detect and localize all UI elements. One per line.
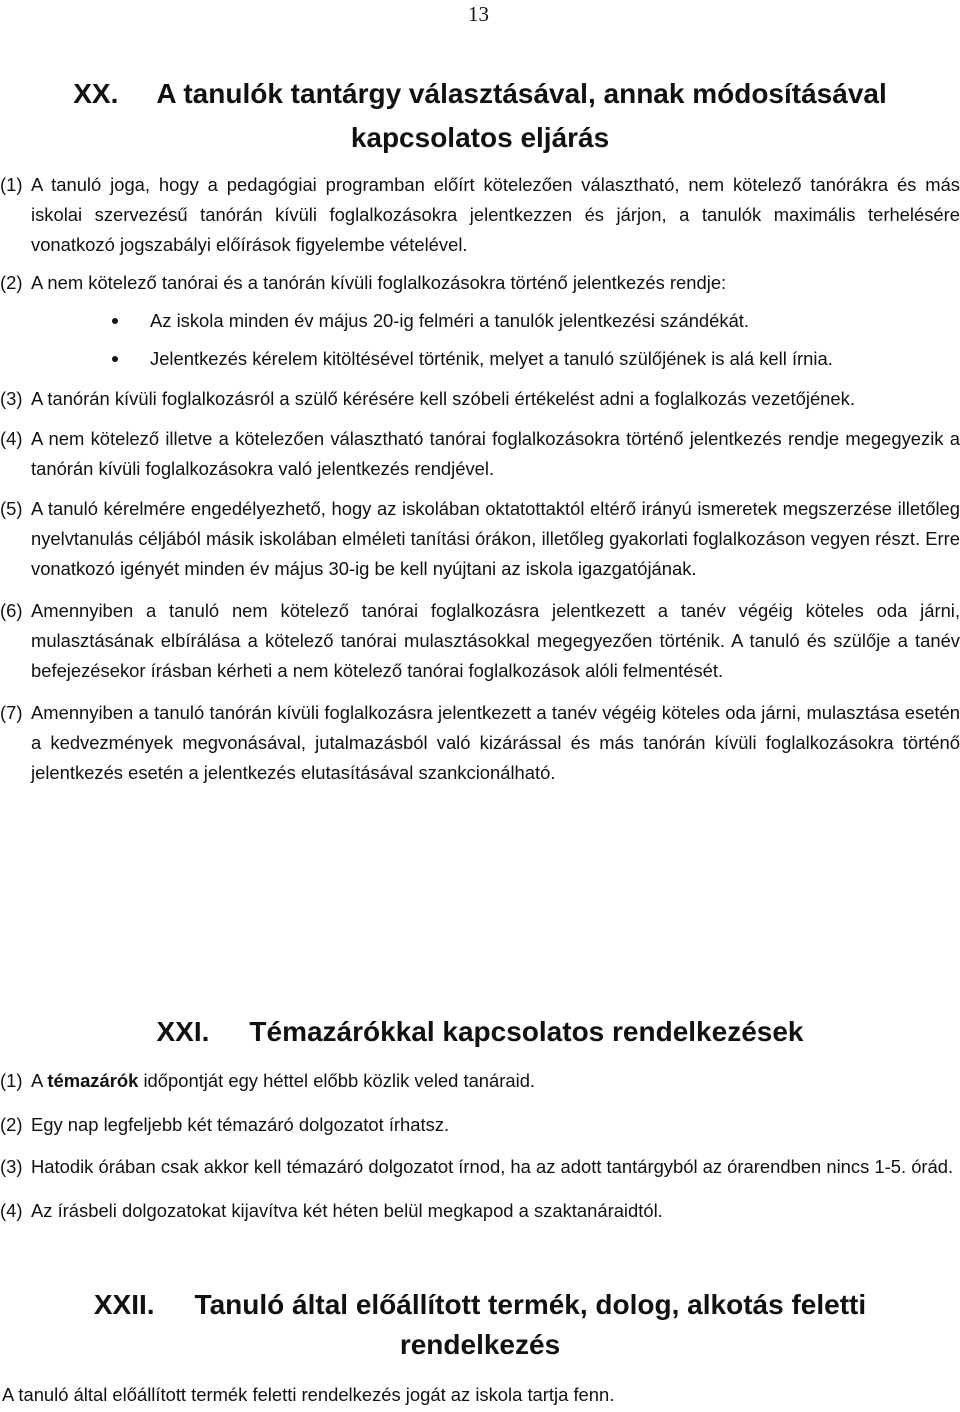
paragraph <box>0 170 960 260</box>
paragraph <box>0 596 960 686</box>
paragraph-text-bold: témazárók <box>47 1070 139 1091</box>
paragraph-text: Amennyiben a tanuló tanórán kívüli foglalkozásra jelentkezett a tanév végéig köteles oda járni, mulasztása esetén a kedvezmények megvonásával, jutalmazásból való kizárással és más tanórán kívüli foglalkozásokra történő jelentkezés esetén a jelentkezés elutasításával szankcionálható. <box>31 702 960 783</box>
paragraph-text: A tanuló kérelmére engedélyezhető, hogy az iskolában oktatottaktól eltérő irányú ismeretek megszerzése illetőleg nyelvtanulás céljából másik iskolában elméleti tanítási órákon, illetőleg gyakorlati foglalkozáson vegyen részt. Erre vonatkozó igényét minden év május 30-ig be kell nyújtani az iskola igazgatójának. <box>31 498 960 579</box>
section-20-title-line2: kapcsolatos eljárás <box>350 122 610 153</box>
paragraph-number: (2) <box>0 272 23 293</box>
bullet-item <box>0 344 960 374</box>
paragraph-number: (2) <box>0 1114 23 1135</box>
paragraph-number: (7) <box>0 702 23 723</box>
section-21-title-text: Témazárókkal kapcsolatos rendelkezések <box>249 1016 804 1047</box>
paragraph-number: (3) <box>0 388 23 409</box>
paragraph-number: (1) <box>0 174 23 195</box>
paragraph-number: (4) <box>0 1200 23 1221</box>
paragraph-number: (1) <box>0 1070 23 1091</box>
section-21-title <box>0 1012 960 1051</box>
section-20-title-line1: A tanulók tantárgy választásával, annak módosításával <box>156 78 887 109</box>
section-22-number: XXII. <box>93 1289 155 1320</box>
section-22-title-line2: rendelkezés <box>399 1329 561 1360</box>
paragraph-text: Hatodik órában csak akkor kell témazáró dolgozatot írnod, ha az adott tantárgyból az órarendben nincs 1-5. órád. <box>31 1156 954 1177</box>
paragraph-text: Amennyiben a tanuló nem kötelező tanórai foglalkozásra jelentkezett a tanév végéig köteles oda járni, mulasztásának elbírálása a kötelező tanórai mulasztásokkal megegyezően történik. A tanuló és szülője a tanév befejezésekor írásban kérheti a nem kötelező tanórai foglalkozások alóli felmentését. <box>31 600 960 681</box>
paragraph-text-post: időpontját egy héttel előbb közlik veled tanáraid. <box>138 1070 536 1091</box>
bullet-icon <box>112 318 118 324</box>
bullet-icon <box>112 356 118 362</box>
page-number: 13 <box>468 2 489 26</box>
section-22-title-line1: Tanuló által előállított termék, dolog, alkotás feletti <box>194 1289 867 1320</box>
paragraph-number: (4) <box>0 428 23 449</box>
bullet-text: Jelentkezés kérelem kitöltésével történik, melyet a tanuló szülőjének is alá kell írnia. <box>150 348 833 369</box>
paragraph-number: (3) <box>0 1156 23 1177</box>
paragraph <box>0 424 960 484</box>
bullet-item <box>0 306 960 336</box>
paragraph <box>0 1066 960 1096</box>
section-22-text: A tanuló által előállított termék feletti rendelkezés jogát az iskola tartja fenn. <box>2 1384 615 1405</box>
paragraph <box>0 698 960 788</box>
bullet-list <box>0 306 960 374</box>
paragraph <box>0 268 960 298</box>
paragraph-text: Egy nap legfeljebb két témazáró dolgozatot írhatsz. <box>31 1114 450 1135</box>
section-20 <box>0 72 960 160</box>
section-20-paragraphs <box>0 170 960 788</box>
paragraph-text: Az írásbeli dolgozatokat kijavítva két héten belül megkapod a szaktanáraidtól. <box>31 1200 663 1221</box>
paragraph-number: (6) <box>0 600 23 621</box>
paragraph <box>0 1196 960 1226</box>
section-20-title <box>0 72 960 160</box>
section-21-number: XXI. <box>156 1016 210 1047</box>
paragraph-text-pre: A <box>31 1070 48 1091</box>
paragraph-text: A nem kötelező tanórai és a tanórán kívüli foglalkozásokra történő jelentkezés rendje: <box>31 272 727 293</box>
paragraph-text: A tanórán kívüli foglalkozásról a szülő kérésére kell szóbeli értékelést adni a foglalkozás vezetőjének. <box>31 388 855 409</box>
paragraph <box>0 1152 960 1182</box>
paragraph <box>0 384 960 414</box>
paragraph-number: (5) <box>0 498 23 519</box>
section-20-number: XX. <box>73 78 119 109</box>
paragraph-text: A nem kötelező illetve a kötelezően választható tanórai foglalkozásokra történő jelentkezés rendje megegyezik a tanórán kívüli foglalkozásokra való jelentkezés rendjével. <box>31 428 960 479</box>
paragraph <box>0 494 960 584</box>
paragraph-text: A tanuló joga, hogy a pedagógiai programban előírt kötelezően választható, nem kötelező tanórákra és más iskolai szervezésű tanórán kívüli foglalkozásokra jelentkezzen és járjon, a tanulók maximális terhelésére vonatkozó jogszabályi előírások figyelembe vételével. <box>31 174 960 255</box>
section-22-title <box>0 1285 960 1365</box>
section-21-paragraphs <box>0 1066 960 1226</box>
paragraph <box>0 1110 960 1140</box>
bullet-text: Az iskola minden év május 20-ig felméri a tanulók jelentkezési szándékát. <box>150 310 750 331</box>
